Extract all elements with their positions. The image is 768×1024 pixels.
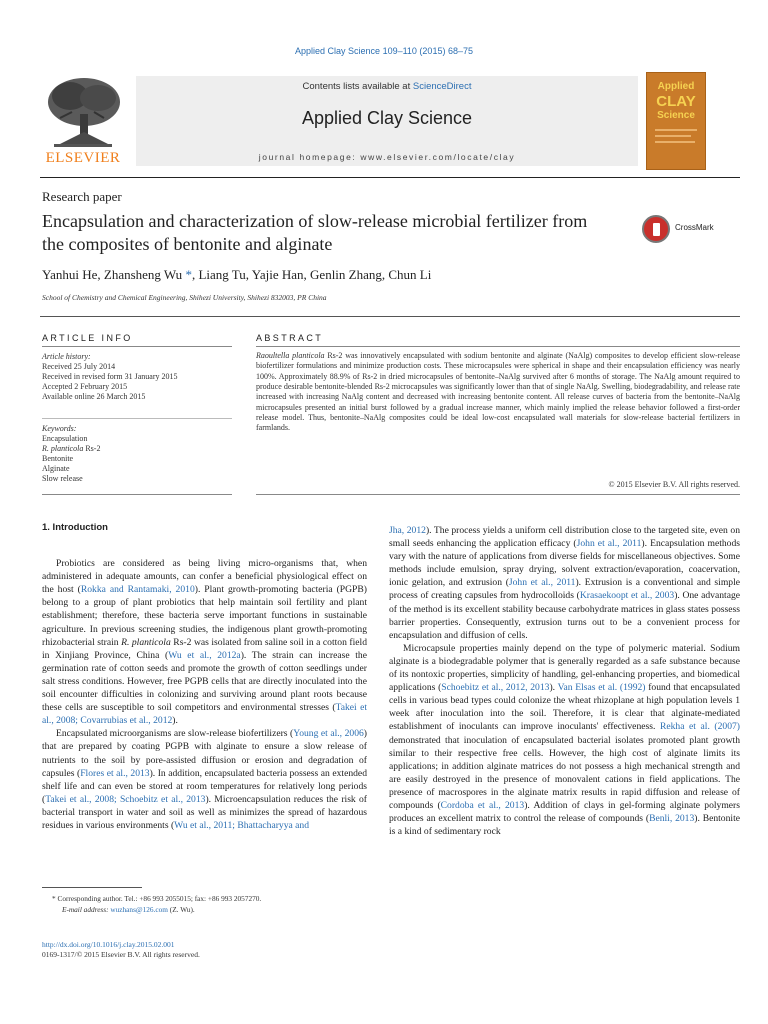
abstract-body: Rs-2 was innovatively encapsulated with sodium bentonite and alginate (NaAlg) composites to develop efficient slow-release biofertilizer formulations and minimize production costs. These microcapsules were spherical in shape and their encapsulation efficiency was nearly 100%. Approximately 88.9% of Rs-2 in dried microcapsules of bentonite–NaAlg survived after 6 months of storage. The NaAlg amount required to produce desirable bentonite-blended Rs-2 microcapsules was significantly lower than that of single NaAlg. Swelling, biodegradability, and release rate increased with increasing NaAlg content and decreased with increasing bentonite content. All release curves of bacteria from the bentonite–NaAlg microcapsules presented an initial burst followed by a gradual increase manner, which mainly implied the release behavior followed a first-order release model. Thus, bentonite–NaAlg composites could be ideal low-cost encapsulated wall materials for slow-release bacterial fertilizers in farmlands.	[256, 351, 740, 433]
contents-prefix: Contents lists available at	[302, 81, 413, 92]
intro-paragraph-3: Microcapsule properties mainly depend on the type of polymeric material. Sodium alginate is a biodegradable polymer that is generally regarded as a safe substance because of its nontoxic properties, simplicity of handling, gel-enhancing properties, and biomedical applications (Schoebitz et al., 2012, 2013). Van Elsas et al. (1992) found that encapsulated cells in various bead types could colonize the wheat rhizoplane at high population levels 1 week after inoculation into the soil. Therefore, it is clear that alginate-mediated establishment of inoculants can improve inoculants' effectiveness. Rekha et al. (2007) demonstrated that inoculation of encapsulated bacterial isolates promoted plant growth similar to their respective free cells. However, the high cost of alginate limits its applications; in addition alginate matrices do not possess a high mechanical strength and are easily destroyed in the presence of monovalent cations in field applications. The presence of macrospores in the alginate matrix results in rapid diffusion and release of compounds (Cordoba et al., 2013). Addition of clays in gel-forming alginate polymers produces an excellent matrix to control the release of compounds (Benli, 2013). Bentonite is a kind of sedimentary rock	[389, 642, 741, 838]
footnote-email: E-mail address: wuzhans@126.com (Z. Wu).	[62, 905, 195, 914]
abstract-text	[256, 351, 740, 434]
abstract-copyright: © 2015 Elsevier B.V. All rights reserved.	[608, 480, 740, 489]
citation-link[interactable]: Takei et al., 2008; Schoebitz et al., 2013	[45, 793, 206, 805]
citation-link[interactable]: Flores et al., 2013	[80, 767, 150, 779]
keyword-item: Bentonite	[42, 454, 74, 463]
paper-type: Research paper	[42, 189, 122, 204]
intro-paragraph-1: Probiotics are considered as being living micro-organisms that, when administered in adequate amounts, can confer a beneficial physiological effect on the host (Rokka and Rantamaki, 2010). Plant growth-promoting bacteria (PGPB) belong to a group of plant probiotics that help maintain soil fertility and plant establishment; therefore, these bacteria serve important functions in sustainable agriculture. In previous screening studies, the indigenous plant growth-promoting rhizobacterial strain R. planticola Rs-2 was isolated from saline soil in a cotton field in Xinjiang Province, China (Wu et al., 2012a). The strain can increase the germination rate of cotton seeds and promote the growth of cotton seedlings under salt stress conditions. However, free PGPB cells that are directly inoculated into the soil encounter difficulties in colonizing and surviving around plant roots because these cells are susceptible to soil competitors and environmental stresses (Takei et al., 2008; Covarrubias et al., 2012).	[42, 558, 367, 727]
section-heading: 1. Introduction	[42, 522, 108, 533]
info-end-rule	[42, 494, 232, 495]
crossmark-label: CrossMark	[675, 223, 714, 232]
citation-link[interactable]: John et al., 2011	[576, 538, 642, 550]
history-received: Received 25 July 2014	[42, 362, 116, 371]
citation-link[interactable]: Rokka and Rantamaki, 2010	[80, 584, 195, 596]
email-link[interactable]: wuzhans@126.com	[110, 905, 168, 914]
article-info-rule	[42, 346, 232, 347]
abstract-species: Raoultella planticola	[256, 351, 325, 360]
journal-homepage[interactable]: journal homepage: www.elsevier.com/locate/clay	[258, 152, 516, 162]
keyword-item: Encapsulation	[42, 434, 88, 443]
doi-block	[42, 940, 200, 960]
keyword-item: Alginate	[42, 464, 70, 473]
crossmark-icon	[642, 215, 670, 243]
cover-word-clay: CLAY	[656, 93, 696, 110]
crossmark-badge[interactable]	[642, 215, 738, 245]
keyword-item: R. planticola Rs-2	[42, 444, 101, 453]
keywords-rule	[42, 418, 232, 419]
contents-line	[136, 81, 638, 92]
info-rule	[40, 316, 740, 317]
keywords-block	[42, 424, 232, 484]
citation-link[interactable]: Rekha et al. (2007)	[659, 721, 741, 733]
header-rule	[40, 177, 740, 178]
cover-word-applied: Applied	[657, 81, 695, 92]
article-title: Encapsulation and characterization of slow-release microbial fertilizer from the composites of bentonite and alginate	[42, 211, 588, 254]
keyword-item: Slow release	[42, 474, 83, 483]
abstract-heading: ABSTRACT	[256, 333, 324, 343]
footnote-contact: * Corresponding author. Tel.: +86 993 2055015; fax: +86 993 2057270.	[52, 894, 262, 903]
history-label: Article history:	[42, 352, 91, 361]
sciencedirect-link[interactable]: ScienceDirect	[412, 81, 472, 92]
history-accepted: Accepted 2 February 2015	[42, 382, 128, 391]
citation-link[interactable]: Wu et al., 2012a	[168, 649, 241, 661]
citation-link[interactable]: Cordoba et al., 2013	[440, 799, 525, 811]
citation-link[interactable]: Wu et al., 2011; Bhattacharyya and	[174, 819, 310, 831]
body-column-right	[389, 524, 740, 838]
journal-reference[interactable]: Applied Clay Science 109–110 (2015) 68–75	[295, 46, 473, 56]
corresponding-author-mark[interactable]: *	[185, 267, 192, 282]
citation-link[interactable]: John et al., 2011	[508, 577, 576, 589]
citation-link[interactable]: Krasaekoopt et al., 2003	[579, 590, 675, 602]
journal-cover-thumbnail[interactable]	[646, 72, 706, 170]
abstract-rule	[256, 346, 740, 347]
keywords-label: Keywords:	[42, 424, 77, 433]
article-info-heading: ARTICLE INFO	[42, 333, 133, 343]
footnote-rule	[42, 887, 142, 888]
cover-word-science: Science	[657, 110, 695, 121]
authors-rest: , Liang Tu, Yajie Han, Genlin Zhang, Chun Li	[191, 267, 432, 282]
citation-link[interactable]: Van Elsas et al. (1992)	[557, 682, 646, 694]
authors-first: Yanhui He, Zhansheng Wu	[42, 267, 186, 282]
corresponding-footnote	[52, 893, 261, 915]
journal-title: Applied Clay Science	[301, 108, 473, 128]
citation-link[interactable]: Benli, 2013	[649, 813, 695, 825]
history-revised: Received in revised form 31 January 2015	[42, 372, 178, 381]
citation-link[interactable]: Schoebitz et al., 2012, 2013	[441, 682, 550, 694]
article-history	[42, 352, 232, 402]
doi-link[interactable]: http://dx.doi.org/10.1016/j.clay.2015.02.001	[42, 940, 175, 949]
body-column-left	[42, 521, 367, 832]
affiliation: School of Chemistry and Chemical Engineering, Shihezi University, Shihezi 832003, PR China	[42, 293, 327, 302]
abstract-end-rule	[256, 494, 740, 495]
history-online: Available online 26 March 2015	[42, 392, 146, 401]
intro-paragraph-2: Encapsulated microorganisms are slow-release biofertilizers (Young et al., 2006) that are prepared by coating PGPB with alginate to ensure a slow release of nutrients to the soil by pore-assisted diffusion or erosion and degradation of capsules (Flores et al., 2013). In addition, encapsulated bacteria possess an extended shelf life and can even be stored at room temperatures for relatively long periods (Takei et al., 2008; Schoebitz et al., 2013). Microencapsulation reduces the risk of bacterial transport in water and soil as well as minimizes the spread of hazardous residues in various environments (Wu et al., 2011; Bhattacharyya and	[42, 728, 367, 831]
citation-link[interactable]: Takei et al., 2008; Covarrubias et al., 2012	[42, 702, 367, 727]
citation-link[interactable]: Young et al., 2006	[293, 728, 364, 740]
author-list	[42, 267, 431, 283]
intro-paragraph-2-cont: Jha, 2012). The process yields a uniform cell distribution close to the targeted site, even on small seeds enhancing the application efficacy (John et al., 2011). Encapsulation methods vary with the nature of applications from diverse fields for miscellaneous objectives. Some methods include emulsion, spray drying, solvent extraction/evaporation, coacervation, ionic gelation, and extrusion (John et al., 2011). Extrusion is a conventional and simple process of creating capsules from hydrocolloids (Krasaekoopt et al., 2003). One advantage of the method is its excellent stability because carbohydrate matrices in glass states possess barrier properties. Consequently, extrusion turns out to be a convenient process for encapsulation and diffusion of cells.	[389, 525, 741, 641]
publisher-name: ELSEVIER	[45, 150, 121, 166]
citation-link[interactable]: Jha, 2012	[389, 525, 426, 536]
issn-line: 0169-1317/© 2015 Elsevier B.V. All rights reserved.	[42, 950, 200, 959]
